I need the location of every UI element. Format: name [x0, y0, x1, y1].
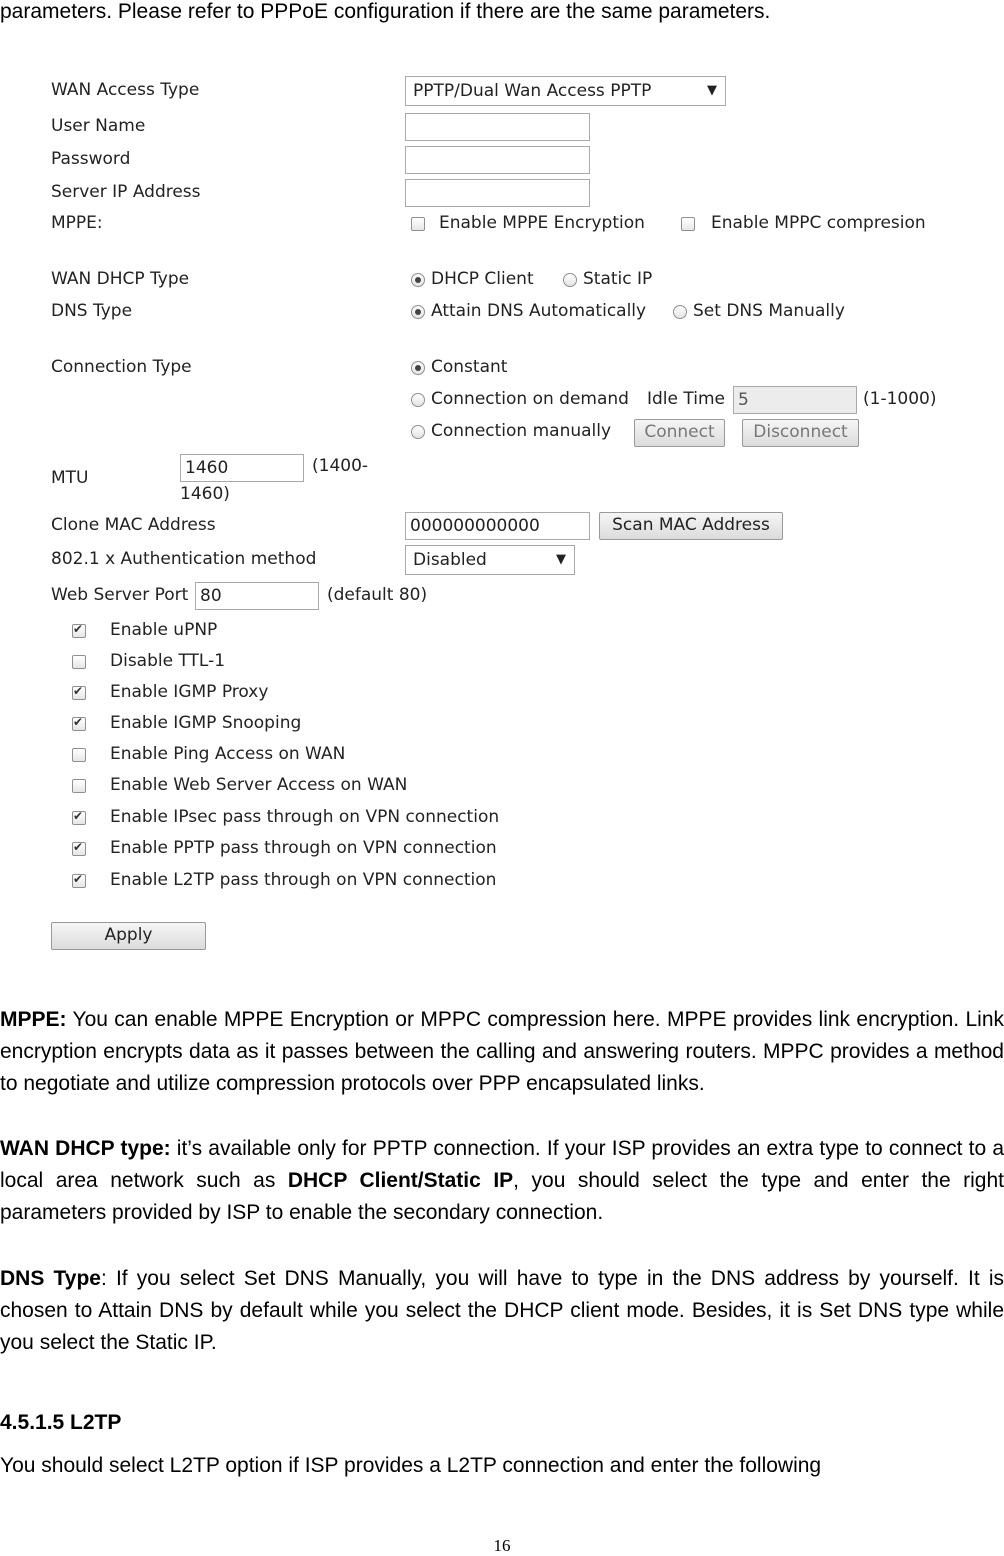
chevron-down-icon: ▼	[556, 552, 566, 567]
mppc-compression-checkbox[interactable]	[681, 217, 695, 231]
option-checkbox-web-access[interactable]	[72, 779, 86, 793]
scan-mac-button[interactable]: Scan MAC Address	[599, 512, 783, 540]
server-ip-input[interactable]	[405, 179, 590, 207]
clone-mac-label: Clone MAC Address	[51, 515, 216, 535]
dhcp-client-label: DHCP Client	[431, 269, 534, 289]
mtu-input[interactable]: 1460	[180, 454, 304, 482]
web-port-label: Web Server Port	[51, 585, 189, 605]
section-heading: 4.5.1.5 L2TP	[0, 1411, 122, 1434]
wan-access-type-select[interactable]	[405, 76, 726, 106]
on-demand-label: Connection on demand	[431, 389, 629, 409]
mppe-encryption-checkbox[interactable]	[411, 217, 425, 231]
disconnect-button[interactable]: Disconnect	[742, 419, 859, 447]
option-label-web-access: Enable Web Server Access on WAN	[110, 775, 408, 795]
wan-settings-screenshot	[0, 60, 1004, 960]
option-label-upnp: Enable uPNP	[110, 620, 218, 640]
mtu-range-line1: (1400-	[312, 456, 369, 476]
option-label-ipsec: Enable IPsec pass through on VPN connection	[110, 807, 500, 827]
option-label-l2tp: Enable L2TP pass through on VPN connection	[110, 870, 497, 890]
mppe-label: MPPE:	[51, 213, 103, 233]
connect-button[interactable]: Connect	[634, 419, 725, 447]
mppe-paragraph	[0, 1004, 1004, 1100]
attain-dns-label: Attain DNS Automatically	[431, 301, 647, 321]
server-ip-label: Server IP Address	[51, 182, 201, 202]
option-checkbox-ttl[interactable]	[72, 655, 86, 669]
wan-dhcp-type-label: WAN DHCP Type	[51, 269, 190, 289]
chevron-down-icon: ▼	[707, 83, 717, 98]
idle-time-input[interactable]: 5	[733, 386, 857, 414]
idle-time-label: Idle Time	[647, 389, 725, 409]
wan-text-2: , you should select the type and enter the right parameters provided by ISP to enable the secondary connection.	[0, 1169, 1004, 1224]
wan-access-type-value: PPTP/Dual Wan Access PPTP	[413, 81, 652, 101]
constant-label: Constant	[431, 357, 508, 377]
dns-term: DNS Type	[0, 1267, 101, 1290]
user-name-label: User Name	[51, 116, 146, 136]
user-name-input[interactable]	[405, 113, 590, 141]
web-port-default: (default 80)	[327, 585, 428, 605]
option-checkbox-l2tp[interactable]	[72, 874, 86, 888]
option-label-igmp-snooping: Enable IGMP Snooping	[110, 713, 302, 733]
option-label-ttl: Disable TTL-1	[110, 651, 226, 671]
option-checkbox-ping[interactable]	[72, 748, 86, 762]
wan-dhcp-paragraph	[0, 1133, 1004, 1229]
apply-button[interactable]: Apply	[51, 922, 206, 950]
intro-text: parameters. Please refer to PPPoE configuration if there are the same parameters.	[0, 0, 771, 23]
option-checkbox-upnp[interactable]	[72, 624, 86, 638]
connection-type-label: Connection Type	[51, 357, 192, 377]
manually-label: Connection manually	[431, 421, 612, 441]
attain-dns-radio[interactable]	[411, 305, 425, 319]
option-label-pptp: Enable PPTP pass through on VPN connection	[110, 838, 497, 858]
on-demand-radio[interactable]	[411, 393, 425, 407]
mppe-text: You can enable MPPE Encryption or MPPC compression here. MPPE provides link encryption. Link encryption encrypts data as it passes between the calling and answering routers. MPPC provides a method to negotiate and utilize compression protocols over PPP encapsulated links.	[0, 1008, 1004, 1095]
manually-radio[interactable]	[411, 425, 425, 439]
option-checkbox-igmp-snooping[interactable]	[72, 717, 86, 731]
option-label-ping: Enable Ping Access on WAN	[110, 744, 346, 764]
option-checkbox-igmp-proxy[interactable]	[72, 686, 86, 700]
password-label: Password	[51, 149, 131, 169]
clone-mac-input[interactable]: 000000000000	[405, 512, 590, 540]
wan-access-type-label: WAN Access Type	[51, 80, 200, 100]
idle-time-range: (1-1000)	[863, 389, 937, 409]
mppe-term: MPPE:	[0, 1008, 67, 1031]
option-checkbox-pptp[interactable]	[72, 842, 86, 856]
wan-bold: DHCP Client/Static IP	[287, 1169, 514, 1192]
mtu-range-line2: 1460)	[180, 484, 230, 504]
auth-method-select[interactable]	[405, 545, 575, 575]
auth-method-value: Disabled	[413, 550, 487, 570]
dhcp-client-radio[interactable]	[411, 273, 425, 287]
l2tp-paragraph: You should select L2TP option if ISP provides a L2TP connection and enter the following	[0, 1454, 822, 1477]
page-number: 16	[493, 1536, 511, 1555]
dns-type-label: DNS Type	[51, 301, 133, 321]
set-dns-label: Set DNS Manually	[693, 301, 845, 321]
auth-method-label: 802.1 x Authentication method	[51, 549, 317, 569]
password-input[interactable]	[405, 146, 590, 174]
mtu-label: MTU	[51, 468, 89, 488]
web-port-input[interactable]: 80	[195, 582, 319, 610]
static-ip-radio[interactable]	[563, 273, 577, 287]
wan-term: WAN DHCP type:	[0, 1137, 171, 1160]
wan-text-1: it’s available only for PPTP connection. If your ISP provides an extra type to connect to a local area network such as	[0, 1137, 1004, 1192]
mppe-encryption-label: Enable MPPE Encryption	[439, 213, 645, 233]
set-dns-radio[interactable]	[673, 305, 687, 319]
option-checkbox-ipsec[interactable]	[72, 811, 86, 825]
constant-radio[interactable]	[411, 361, 425, 375]
mppc-compression-label: Enable MPPC compresion	[711, 213, 926, 233]
dns-text: : If you select Set DNS Manually, you will have to type in the DNS address by yourself. It is chosen to Attain DNS by default while you select the DHCP client mode. Besides, it is Set DNS type while you select the Static IP.	[0, 1267, 1004, 1354]
option-label-igmp-proxy: Enable IGMP Proxy	[110, 682, 269, 702]
static-ip-label: Static IP	[583, 269, 653, 289]
dns-paragraph	[0, 1263, 1004, 1359]
